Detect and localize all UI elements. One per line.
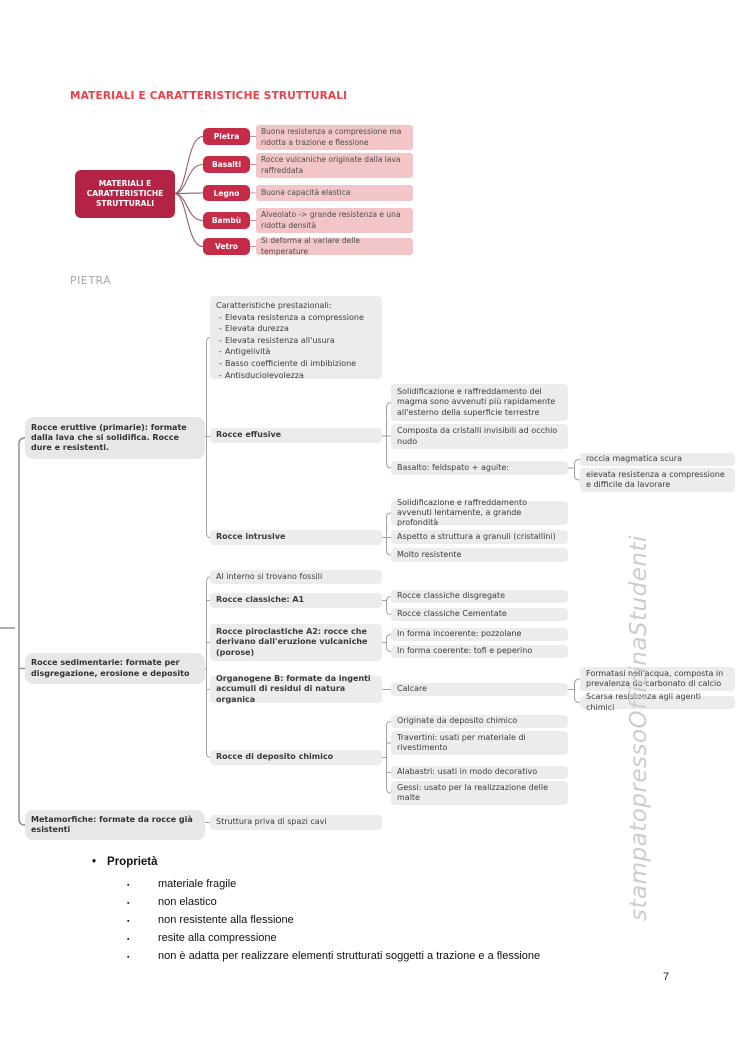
node-scarsa-resistenza-chimici: Scarsa resistenza agli agenti chimici: [580, 696, 735, 709]
node-struttura-priva-spazi-cavi: Struttura priva di spazi cavi: [210, 815, 382, 830]
caratteristiche-item: - Basso coefficiente di imbibizione: [219, 358, 357, 368]
node-alabastri: Alabastri: usati in modo decorativo: [391, 766, 568, 779]
mindmap-node-bambu: Bambù: [203, 212, 250, 229]
node-effusive-solidificazione: Solidificazione e raffreddamento del magma sono avvenuti più rapidamente all'esterno della superficie terrestre: [391, 384, 568, 421]
node-rocce-sedimentarie: Rocce sedimentarie: formate per disgregazione, erosione e deposito: [25, 653, 205, 684]
properties-title: • Proprietà: [92, 856, 158, 868]
node-rocce-effusive: Rocce effusive: [210, 428, 382, 443]
mindmap-root-node: MATERIALI E CARATTERISTICHE STRUTTURALI: [75, 170, 175, 218]
caratteristiche-item: - Elevata resistenza all'usura: [219, 335, 335, 345]
caratteristiche-item: - Antigelività: [219, 347, 271, 357]
node-originate-deposito-chimico: Originate da deposito chimico: [391, 715, 568, 728]
node-organogene-b: Organogene B: formate da ingenti accumuli di residui di natura organica: [210, 676, 382, 703]
node-incoerente-pozzolane: In forma incoerente: pozzolane: [391, 628, 568, 641]
node-classiche-disgregate: Rocce classiche disgregate: [391, 590, 568, 603]
caratteristiche-item: - Antisduciolevolezza: [219, 370, 304, 380]
node-rocce-piroclastiche-a2: Rocce piroclastiche A2: rocce che derivano dall'eruzione vulcaniche (porose): [210, 624, 382, 661]
mindmap-desc-legno: Buona capacità elastica: [256, 185, 413, 201]
node-rocce-deposito-chimico: Rocce di deposito chimico: [210, 750, 382, 765]
caratteristiche-item: - Elevata resistenza a compressione: [219, 312, 364, 322]
bullet-dot-icon: •: [92, 856, 97, 868]
bullet-square-icon: ▪: [127, 900, 130, 907]
node-travertini: Travertini: usati per materiale di rivestimento: [391, 731, 568, 755]
property-item: ▪ resite alla compressione: [127, 932, 277, 947]
section-title-pietra: PIETRA: [70, 274, 112, 287]
node-formatasi-nellacqua: Formatasi nell'acqua, composta in prevalenza da carbonato di calcio: [580, 667, 735, 691]
mindmap-desc-bambu: Alveolato -> grande resistenza e una ridotta densità: [256, 208, 413, 233]
mindmap-node-basalti: Basalti: [203, 156, 250, 173]
node-intrusive-molto-resistente: Molto resistente: [391, 548, 568, 562]
node-basalto-feldspato: Basalto: feldspato + aguite:: [391, 461, 568, 475]
node-intrusive-granuli: Aspetto a struttura a granuli (cristallini): [391, 530, 568, 544]
mindmap-desc-vetro: Si deforma al variare delle temperature: [256, 238, 413, 255]
node-coerente-tofi-peperino: In forma coerente: tofi e peperino: [391, 645, 568, 658]
node-gessi: Gessi: usato per la realizzazione delle malte: [391, 781, 568, 805]
node-intrusive-solidificazione: Solidificazione e raffreddamento avvenuti lentamente, a grande profondità: [391, 501, 568, 525]
node-classiche-cementate: Rocce classiche Cementate: [391, 608, 568, 621]
bullet-square-icon: ▪: [127, 918, 130, 925]
node-difficile-da-lavorare: elevata resistenza a compressione e difficile da lavorare: [580, 468, 735, 492]
bullet-square-icon: ▪: [127, 882, 130, 889]
mindmap-node-vetro: Vetro: [203, 238, 250, 255]
node-caratteristiche-prestazionali: [210, 296, 382, 379]
property-item: ▪ non resistente alla flessione: [127, 914, 294, 929]
mindmap-node-pietra: Pietra: [203, 128, 250, 145]
caratteristiche-title: Caratteristiche prestazionali:: [216, 301, 332, 310]
watermark-text: stampatopressoOfficinaStudenti: [626, 535, 652, 921]
node-roccia-magmatica-scura: roccia magmatica scura: [580, 453, 735, 466]
mindmap-node-legno: Legno: [203, 185, 250, 201]
node-fossili: Al interno si trovano fossili: [210, 570, 382, 584]
bullet-square-icon: ▪: [127, 936, 130, 943]
node-rocce-eruttive: Rocce eruttive (primarie): formate dalla lava che si solidifica. Rocce dure e resistenti.: [25, 417, 205, 459]
page-number: 7: [663, 971, 670, 983]
bullet-square-icon: ▪: [127, 954, 130, 961]
mindmap-desc-basalti: Rocce vulcaniche originate dalla lava raffreddata: [256, 153, 413, 178]
property-item: ▪ materiale fragile: [127, 878, 236, 893]
mindmap-desc-pietra: Buona resistenza a compressione ma ridotta a trazione e flessione: [256, 125, 413, 150]
property-item: ▪ non è adatta per realizzare elementi strutturati soggetti a trazione e a flessione: [127, 950, 540, 965]
node-metamorfiche: Metamorfiche: formate da rocce già esistenti: [25, 810, 205, 840]
node-effusive-cristalli: Composta da cristalli invisibili ad occhio nudo: [391, 424, 568, 449]
node-calcare: Calcare: [391, 683, 568, 696]
node-rocce-classiche-a1: Rocce classiche: A1: [210, 593, 382, 608]
property-item: ▪ non elastico: [127, 896, 217, 911]
node-rocce-intrusive: Rocce intrusive: [210, 530, 382, 545]
caratteristiche-item: - Elevata durezza: [219, 324, 289, 334]
page-title: MATERIALI E CARATTERISTICHE STRUTTURALI: [70, 90, 348, 102]
